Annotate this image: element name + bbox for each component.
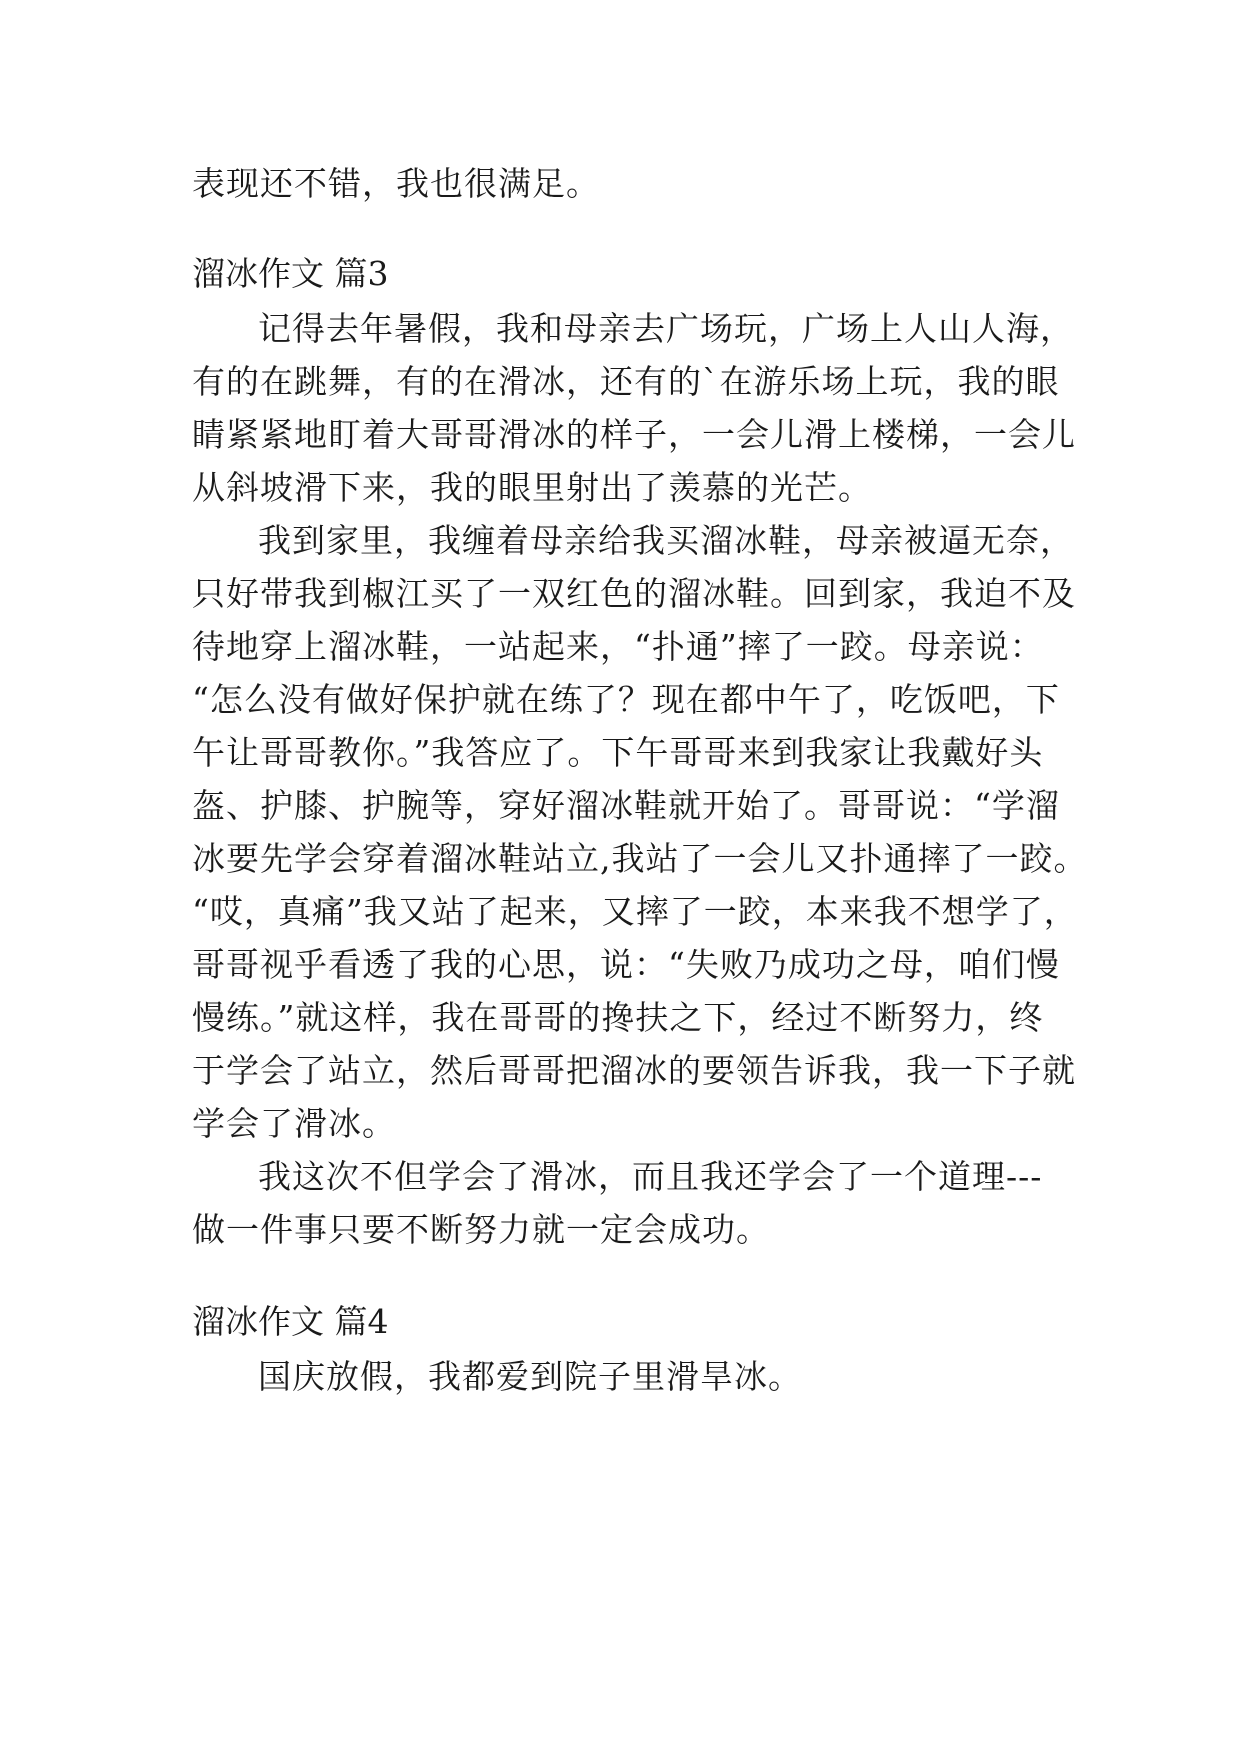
paragraph-line: 只好带我到椒江买了一双红色的溜冰鞋。回到家，我迫不及 — [192, 574, 1076, 613]
paragraph-line: 从斜坡滑下来，我的眼里射出了羡慕的光芒。 — [192, 468, 872, 507]
paragraph-line: 我到家里，我缠着母亲给我买溜冰鞋，母亲被逼无奈， — [258, 521, 1074, 560]
paragraph-line: 我这次不但学会了滑冰，而且我还学会了一个道理--- — [258, 1157, 1043, 1196]
paragraph-line: 冰要先学会穿着溜冰鞋站立,我站了一会儿又扑通摔了一跤。 — [192, 839, 1088, 878]
paragraph-line: 学会了滑冰。 — [192, 1104, 396, 1143]
paragraph-line: 午让哥哥教你。”我答应了。下午哥哥来到我家让我戴好头 — [192, 733, 1044, 772]
paragraph-line: 哥哥视乎看透了我的心思，说：“失败乃成功之母，咱们慢 — [192, 945, 1060, 984]
paragraph-line: 睛紧紧地盯着大哥哥滑冰的样子，一会儿滑上楼梯，一会儿 — [192, 415, 1076, 454]
paragraph-line: 记得去年暑假，我和母亲去广场玩，广场上人山人海， — [258, 309, 1074, 348]
paragraph-line: 慢练。”就这样，我在哥哥的搀扶之下，经过不断努力，终 — [192, 998, 1044, 1037]
paragraph-line: 国庆放假，我都爱到院子里滑旱冰。 — [258, 1357, 802, 1396]
paragraph-line: “哎，真痛”我又站了起来，又摔了一跤，本来我不想学了， — [192, 892, 1078, 931]
paragraph-line: 有的在跳舞，有的在滑冰，还有的`在游乐场上玩，我的眼 — [192, 362, 1060, 401]
paragraph-line: “怎么没有做好保护就在练了？现在都中午了，吃饭吧，下 — [192, 680, 1060, 719]
paragraph-line: 待地穿上溜冰鞋，一站起来，“扑通”摔了一跤。母亲说： — [192, 627, 1044, 666]
section-heading-3: 溜冰作文 篇3 — [192, 254, 389, 293]
section-heading-4: 溜冰作文 篇4 — [192, 1302, 389, 1341]
paragraph-line: 盔、护膝、护腕等，穿好溜冰鞋就开始了。哥哥说：“学溜 — [192, 786, 1060, 825]
closing-line-prev-section: 表现还不错，我也很满足。 — [192, 164, 600, 203]
paragraph-line: 于学会了站立，然后哥哥把溜冰的要领告诉我，我一下子就 — [192, 1051, 1076, 1090]
paragraph-line: 做一件事只要不断努力就一定会成功。 — [192, 1210, 770, 1249]
